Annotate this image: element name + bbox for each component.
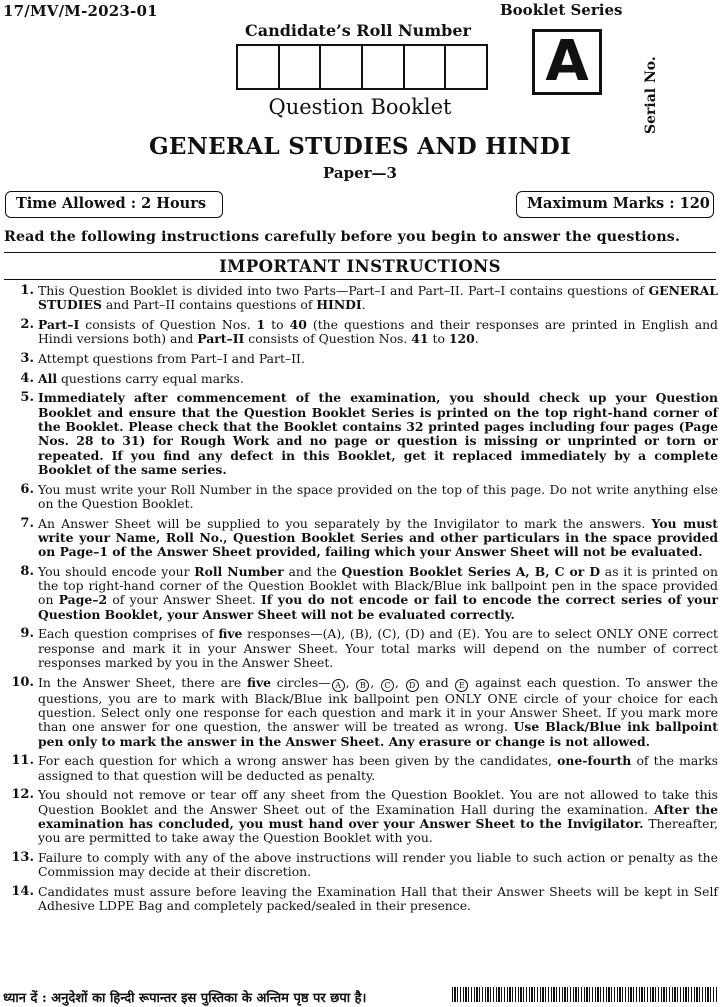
roll-number-boxes xyxy=(236,44,488,90)
instruction-item xyxy=(4,851,718,880)
instruction-text: responses—(A), (B), (C), (D) and (E). You are to select ONLY ONE correct response and mark it in your Answer Sheet. Your total marks will depend on the number of correct responses marked by you in the Answer Sheet. xyxy=(38,626,718,670)
booklet-title: Question Booklet xyxy=(268,95,452,119)
important-instructions-heading: IMPORTANT INSTRUCTIONS xyxy=(219,257,501,276)
instruction-text: For each question for which a wrong answer has been given by the candidates, xyxy=(38,753,558,769)
instruction-text: . xyxy=(474,331,479,347)
instruction-bold-text: Page–2 xyxy=(58,592,108,608)
instruction-bold-text: five xyxy=(246,674,272,690)
instruction-bold-text: 120 xyxy=(448,331,475,347)
roll-digit-box xyxy=(446,46,486,88)
instruction-item xyxy=(4,788,718,845)
roll-digit-box xyxy=(280,46,322,88)
instruction-text: , xyxy=(394,674,405,690)
paper-number: Paper—3 xyxy=(323,164,397,182)
instruction-item xyxy=(4,565,718,622)
instruction-bold-text: Part–I xyxy=(38,316,80,332)
option-circle-icon: C xyxy=(381,679,394,692)
time-allowed: Time Allowed : 2 Hours xyxy=(5,191,223,218)
serial-number-label: Serial No. xyxy=(643,56,659,134)
instruction-bold-text: Roll Number xyxy=(194,563,284,579)
instruction-item xyxy=(4,676,718,749)
instruction-text: consists of Question Nos. xyxy=(244,331,412,347)
instruction-text: , xyxy=(345,674,356,690)
instruction-item xyxy=(4,754,718,783)
instruction-item xyxy=(4,391,718,477)
instruction-item xyxy=(4,517,718,560)
instruction-number: 10. xyxy=(11,674,34,690)
instruction-bold-text: five xyxy=(218,626,243,642)
instruction-text: circles— xyxy=(271,674,331,690)
instruction-bold-text: 1 xyxy=(256,316,266,332)
hindi-note: ध्यान दें : अनुदेशों का हिन्दी रूपान्तर इस पुस्तिका के अन्तिम पृष्ठ पर छपा है। xyxy=(3,991,367,1006)
instruction-text: against each question. To answer the questions, you are to mark with Black/Blue ink ballpoint pen ONLY ONE circle of your choice for each question. Select only one response for each question and mark it in your Answer Sheet. If you mark more than one answer for one question, the answer will be treated as wrong. xyxy=(38,674,718,735)
instruction-number: 11. xyxy=(11,753,34,769)
instruction-text: Thereafter, you are permitted to take away the Question Booklet with you. xyxy=(38,815,718,846)
instruction-bold-text: Question Booklet Series A, B, C or D xyxy=(341,563,601,579)
exam-code: 17/MV/M-2023-01 xyxy=(3,2,158,20)
roll-digit-box xyxy=(405,46,447,88)
instruction-item xyxy=(4,483,718,512)
barcode xyxy=(452,987,718,1002)
instruction-number: 2. xyxy=(20,316,34,332)
instruction-text: consists of Question Nos. xyxy=(79,316,257,332)
instruction-text: to xyxy=(265,316,290,332)
instruction-bold-text: GENERAL STUDIES xyxy=(38,283,718,313)
series-letter-box: A xyxy=(532,29,602,95)
option-circle-icon: D xyxy=(406,679,419,692)
instruction-text: questions carry equal marks. xyxy=(57,370,244,386)
option-circle-icon: B xyxy=(356,679,369,692)
instruction-text: You should not remove or tear off any sheet from the Question Booklet. You are not allowed to take this Question Booklet and the Answer Sheet out of the Examination Hall during the examination. xyxy=(38,787,718,817)
instruction-text: and Part–II contains questions of xyxy=(101,297,317,313)
instruction-list xyxy=(4,284,718,919)
instruction-text: and xyxy=(419,674,455,690)
instruction-text: Candidates must assure before leaving the Examination Hall that their Answer Sheets will be kept in Self Adhesive LDPE Bag and completely packed/sealed in their presence. xyxy=(38,883,718,914)
instruction-bold-text: You must write your Name, Roll No., Question Booklet Series and other particulars in the space provided on Page–1 of the Answer Sheet provided, failing which your Answer Sheet will not be evaluated. xyxy=(38,515,718,560)
instruction-text: In the Answer Sheet, there are xyxy=(38,674,247,690)
instruction-text: of your Answer Sheet. xyxy=(107,592,261,608)
instruction-bold-text: 40 xyxy=(289,316,307,332)
instruction-text: Failure to comply with any of the above instructions will render you liable to such action or penalty as the Commission may decide at their discretion. xyxy=(38,849,718,880)
instruction-number: 6. xyxy=(20,481,34,497)
instruction-text: as it is printed on the top right-hand corner of the Question Booklet with Black/Blue ink ballpoint pen in the space provided on xyxy=(38,563,719,608)
instruction-item xyxy=(4,352,718,366)
instruction-number: 13. xyxy=(11,849,34,865)
read-instruction: Read the following instructions carefully before you begin to answer the questions. xyxy=(4,229,681,245)
instruction-item xyxy=(4,627,718,670)
instruction-bold-text: one-fourth xyxy=(557,753,632,769)
instruction-bold-text: If you do not encode or fail to encode the correct series of your Question Booklet, your Answer Sheet will not be evaluated correctly. xyxy=(38,592,718,622)
option-circle-icon: A xyxy=(332,679,345,692)
instruction-text: You must write your Roll Number in the space provided on the top of this page. Do not write anything else on the Question Booklet. xyxy=(38,481,718,511)
instruction-text: (the questions and their responses are printed in English and Hindi versions both) and xyxy=(38,316,718,347)
roll-digit-box xyxy=(238,46,280,88)
instruction-text: . xyxy=(361,297,366,313)
instruction-bold-text: All xyxy=(38,370,58,386)
instruction-number: 1. xyxy=(20,283,34,298)
instruction-number: 8. xyxy=(20,563,34,579)
instruction-item xyxy=(4,372,718,386)
roll-digit-box xyxy=(363,46,405,88)
instruction-number: 14. xyxy=(11,883,34,899)
instruction-text: to xyxy=(428,331,449,347)
instruction-text: Each question comprises of xyxy=(38,626,219,642)
divider xyxy=(4,252,716,253)
instruction-bold-text: After the examination has concluded, you must hand over your Answer Sheet to the Invigilator. xyxy=(38,801,718,831)
instruction-bold-text: HINDI xyxy=(316,297,362,313)
instruction-bold-text: Part–II xyxy=(197,331,245,347)
instruction-bold-text: 41 xyxy=(411,331,429,347)
instruction-text: and the xyxy=(283,563,342,579)
instruction-text: of the marks assigned to that question will be deducted as penalty. xyxy=(38,753,718,783)
instruction-item xyxy=(4,885,718,914)
instruction-bold-text: Immediately after commencement of the examination, you should check up your Question Booklet and ensure that the Question Booklet Series is printed on the top right-hand corner of the Booklet. Please check that the Booklet contains 32 printed pages including four pages (Page Nos. 28 to 31) for Rough Work and no page or question is missing or unprinted or torn or repeated. If you find any defect in this Booklet, get it replaced immediately by a complete Booklet of the same series. xyxy=(38,390,718,477)
instruction-text: An Answer Sheet will be supplied to you separately by the Invigilator to mark the answers. xyxy=(38,515,652,531)
roll-number-label: Candidate’s Roll Number xyxy=(245,21,471,40)
instruction-bold-text: Use Black/Blue ink ballpoint pen only to mark the answer in the Answer Sheet. Any erasure or change is not allowed. xyxy=(38,719,718,749)
instruction-number: 4. xyxy=(20,370,34,386)
instruction-text: This Question Booklet is divided into two Parts—Part–I and Part–II. Part–I contains questions of xyxy=(38,283,649,298)
instruction-number: 9. xyxy=(20,626,34,642)
instruction-item xyxy=(4,284,718,313)
instruction-number: 5. xyxy=(20,390,34,406)
instruction-text: You should encode your xyxy=(38,563,195,579)
maximum-marks: Maximum Marks : 120 xyxy=(516,191,714,218)
divider xyxy=(4,279,716,280)
instruction-number: 3. xyxy=(20,350,34,366)
option-circle-icon: E xyxy=(455,679,468,692)
booklet-series-label: Booklet Series xyxy=(500,1,623,19)
instruction-number: 12. xyxy=(11,787,34,803)
subject-title: GENERAL STUDIES AND HINDI xyxy=(148,133,572,160)
instruction-text: Attempt questions from Part–I and Part–II. xyxy=(38,350,305,366)
roll-digit-box xyxy=(321,46,363,88)
instruction-number: 7. xyxy=(20,515,34,531)
instruction-text: , xyxy=(370,674,380,690)
instruction-item xyxy=(4,318,718,347)
